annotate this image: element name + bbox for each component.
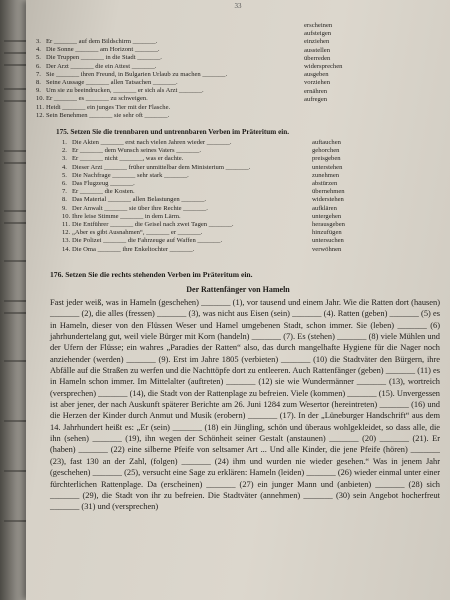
exercise-item: 7. Er _______ die Kosten. — [62, 188, 135, 196]
verb: herausgeben — [312, 221, 345, 229]
exercise-176-heading: 176. Setzen Sie die rechts stehenden Verben im Präteritum ein. — [50, 270, 253, 279]
verb: ausstellen — [304, 46, 331, 54]
exercise-item: 6. Der Arzt _______ die ein Attest _______. — [36, 62, 157, 70]
exercise-174-verbs — [304, 22, 342, 104]
exercise-175-heading: 175. Setzen Sie die trennbaren und untrennbaren Verben im Präteritum ein. — [56, 128, 290, 136]
page-number: 33 — [234, 2, 242, 10]
exercise-item: 9. Um sie zu beeindrucken, _______ er sich als Arzt _______. — [36, 87, 204, 95]
verb: hinzufügen — [312, 229, 342, 237]
verb: aufsteigen — [304, 30, 332, 38]
exercise-item: 14. Die Oma _______ ihre Enkeltochter _______. — [62, 245, 195, 253]
exercise-item: 3. Er _______ auf dem Bildschirm _______. — [36, 38, 158, 45]
story-paragraph: Fast jeder weiß, was in Hameln (geschehen) _______ (1), vor tausend und einem Jahr. Wie die Ratten dort (hausen) _______ (2), die alles (fressen) _______ (3), was nicht aus Eisen (sein) _______ (4). Ratten (geben) _______ (5) es in Hameln, dieser von den Flüssen Weser und Hamel umgebenen Stadt, schon immer. Sie (leben) _______ (6) jahrhundertelang gut, weil viele Bürger mit Korn (handeln) _______ (7). Es (stehen) _______ (8) viele Mühlen und der Ufern der Flüsse; ein wahres „Paradies der Ratten“ also, das durch mangelhafte Hygiene für die Nager noch anziehender (werden) _______ (9). Erst im Jahre 1805 (verbieten) _______ (10) die Stadtväter den Bürgern, ihre Abfälle auf die Straßen zu werfen und die Nachttöpfe dort zu entleeren. Auch Rattenfänger (geben) _______ (11) es in Hameln schon immer. Im Mittelalter (auftreten) _______ (12) sie wie Wundermänner _______ (13), wortreich (versprechen) _______ (14), die Stadt von der Rattenplage zu befreien. Viele (kommen) _______ (15). Unvergessen ist aber jener, der nach Auskunft späterer Berichte am 26. Juni 1284 zum Wesertor (hereintreten) _______ (16) und die Herzen der Kinder durch Anmut und Musik (erobern) _______ (17). In der „Lüneburger Handschrift“ aus dem 14. Jahrhundert heißt es: „Er (sein) _______ (18) ein Jüngling, schön und überaus wohlgekleidet, so dass alle, die ihn (sehen) _______ (19), ihn wegen der Schönheit seiner Gestalt (anstaunen) _______ (20) _______ (21). Er (haben) _______ (22) eine silberne Pfeife von seltsamer Art ... Und alle Kinder, die jene Pfeife (hören) _______ (23), fast 130 an der Zahl, (folgen) _______ (24) ihm und wurden nie wieder gesehen.“ Was in jenem Jahr (geschehen) _______ (25), versucht eine Sage zu erklären: Hameln (leiden) _______ (26) wieder einmal unter einer fürchterlichen Rattenplage. Da (erscheinen) _______ (27) ein junger Mann und (anbieten) _______ (28) sich _______ (29), die Stadt von ihr zu befreien. Die Stadtväter (annehmen) _______ (30) sein Angebot hocherfreut _______ (31) und (versprechen) — [50, 298, 440, 512]
exercise-item: 3. Er _______ nicht _______, was er dachte. — [62, 155, 184, 163]
exercise-item: 8. Das Material _______ allen Belastungen _______. — [62, 196, 207, 204]
verb: untersuchen — [312, 237, 344, 245]
verb: aufklären — [312, 204, 337, 212]
exercise-item: 12. Sein Benehmen _______ sie sehr oft _______. — [36, 111, 170, 119]
verb: unterstehen — [312, 163, 343, 171]
exercise-item: 5. Die Nachfrage _______ sehr stark _______. — [62, 171, 189, 179]
verb: aufregen — [304, 95, 328, 103]
exercise-175-verbs — [312, 139, 345, 254]
verb: einziehen — [304, 38, 330, 46]
verb: preisgeben — [312, 155, 341, 163]
verb: auftauchen — [312, 139, 341, 146]
verb: ausgeben — [304, 71, 329, 79]
verb: verwöhnen — [312, 245, 342, 253]
exercise-item: 10. Er _______ es _______ zu schweigen. — [36, 95, 148, 103]
exercise-175-items — [62, 139, 250, 254]
verb: ernähren — [304, 87, 328, 95]
exercise-item: 5. Die Truppen _______ in die Stadt _______. — [36, 54, 162, 62]
exercise-item: 7. Sie _______ ihren Freund, in Bulgarien Urlaub zu machen _______. — [36, 70, 228, 78]
exercise-item: 2. Er _______ dem Wunsch seines Vaters _______. — [62, 147, 201, 155]
exercise-item: 4. Die Sonne _______ am Horizont _______. — [36, 46, 160, 54]
verb: übernehmen — [312, 188, 345, 196]
verb: untergehen — [312, 212, 342, 220]
exercise-item: 9. Der Anwalt _______ sie über ihre Rechte _______. — [62, 204, 208, 212]
story-text — [50, 297, 440, 513]
exercise-item: 12. „Aber es gibt Ausnahmen“, _______ er _______. — [62, 229, 203, 237]
exercise-item: 11. Die Entführer _______ die Geisel nach zwei Tagen _______. — [62, 221, 234, 229]
textbook-page — [26, 0, 450, 600]
exercise-item: 8. Seine Aussage _______ allen Tatsachen _______. — [36, 79, 178, 87]
exercise-item: 4. Dieser Arzt _______ früher unmittelbar dem Ministerium _______. — [62, 163, 251, 171]
verb: gehorchen — [312, 147, 340, 155]
exercise-item: 10. Ihre leise Stimme _______ in dem Lärm. — [62, 212, 181, 220]
verb: zunehmen — [312, 171, 340, 179]
exercise-174-items — [36, 38, 227, 120]
exercise-item: 6. Das Flugzeug _______. — [62, 180, 135, 188]
verb: widersprechen — [304, 63, 343, 71]
exercise-item: 11. Heidi _______ ein junges Tier mit der Flasche. — [36, 103, 171, 111]
story-title: Der Rattenfänger von Hameln — [186, 285, 290, 294]
exercise-item: 13. Die Polizei _______ die Fahrzeuge auf Waffen _______. — [62, 237, 223, 245]
verb: widerstehen — [312, 196, 344, 204]
verb: überreden — [304, 54, 331, 62]
verb: erscheinen — [304, 22, 333, 29]
exercise-item: 1. Die Akten _______ erst nach vielen Jahren wieder _______. — [62, 139, 232, 146]
verb: abstürzen — [312, 180, 338, 188]
verb: vorziehen — [304, 79, 330, 87]
